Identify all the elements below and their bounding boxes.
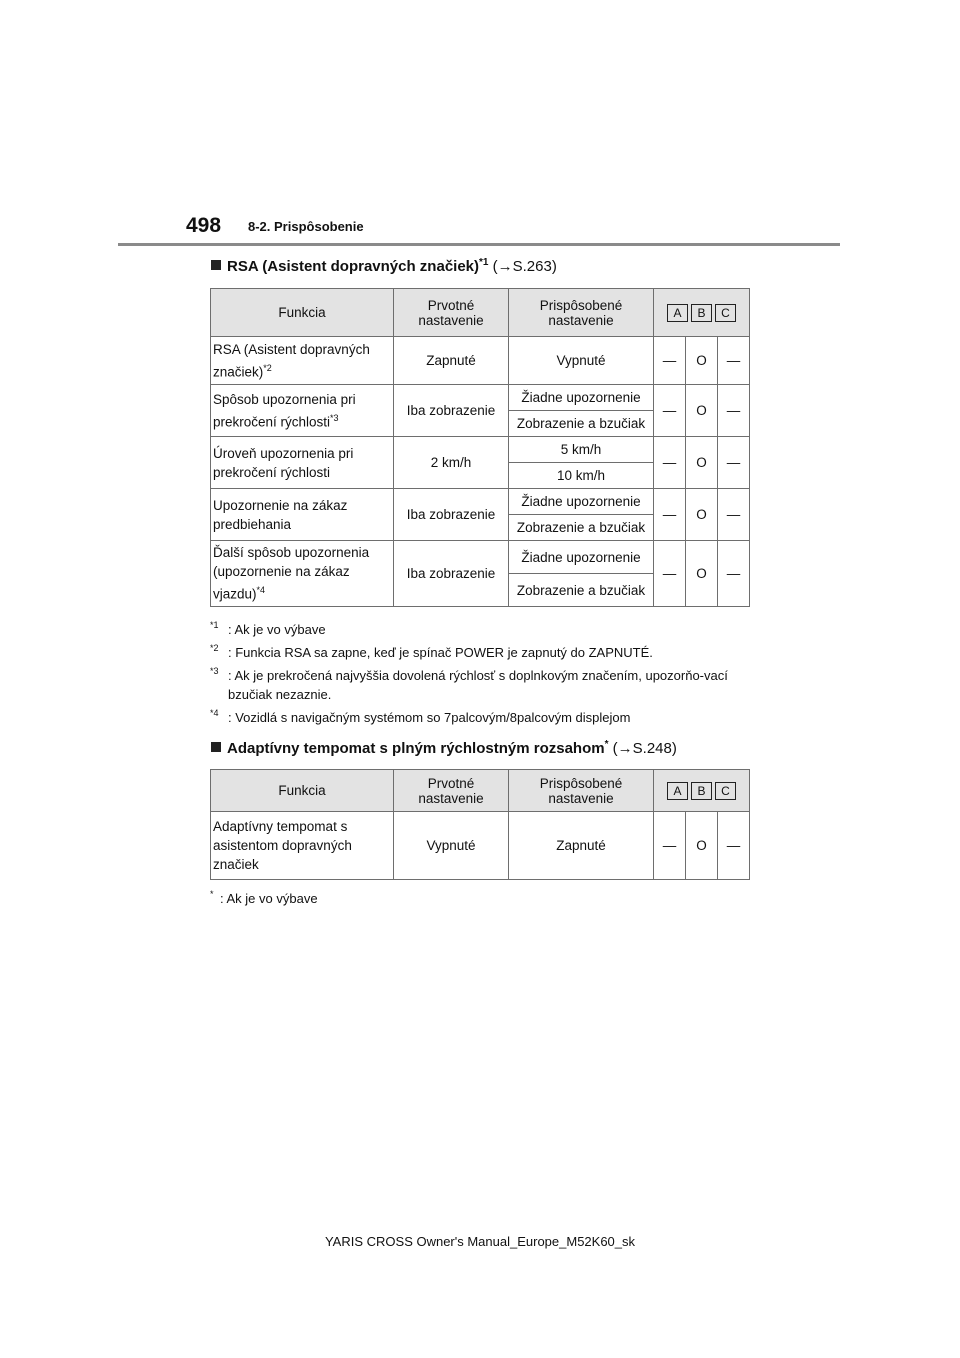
footnote: *2 : Funkcia RSA sa zapne, keď je spínač POWER je zapnutý do ZAPNUTÉ.: [210, 643, 653, 660]
header-custom: Prispôsobené nastavenie: [509, 289, 654, 337]
footnote: *1 : Ak je vo výbave: [210, 620, 326, 637]
table-header-row: [211, 289, 750, 337]
b-cell: O: [686, 385, 718, 437]
header-a: A: [667, 782, 688, 800]
default-cell: Iba zobrazenie: [394, 385, 509, 437]
header-default: Prvotné nastavenie: [394, 289, 509, 337]
custom-cell: Žiadne upozornenie: [509, 385, 654, 411]
default-cell: 2 km/h: [394, 437, 509, 489]
header-a: A: [667, 304, 688, 322]
section-title: 8-2. Prispôsobenie: [248, 219, 364, 234]
b-cell: O: [686, 337, 718, 385]
footnote: *3 : Ak je prekročená najvyššia dovolená rýchlosť s doplnkovým značením, upozorňo-vací bzučiak nezaznie.: [210, 666, 728, 702]
a-cell: —: [654, 541, 686, 607]
acc-heading: [211, 739, 677, 757]
c-cell: —: [718, 541, 750, 607]
header-function: Funkcia: [211, 770, 394, 812]
custom-cell: 10 km/h: [509, 463, 654, 489]
bullet-square-icon: [211, 260, 221, 270]
rsa-heading-note: *1: [479, 257, 489, 268]
table-header-row: [211, 770, 750, 812]
c-cell: —: [718, 489, 750, 541]
header-b: B: [691, 782, 712, 800]
header-default: Prvotné nastavenie: [394, 770, 509, 812]
b-cell: O: [686, 812, 718, 880]
custom-cell: Vypnuté: [509, 337, 654, 385]
c-cell: —: [718, 385, 750, 437]
default-cell: Zapnuté: [394, 337, 509, 385]
rsa-heading-ref: (→S.263): [488, 258, 557, 275]
table-row: [211, 437, 750, 463]
bullet-square-icon: [211, 742, 221, 752]
acc-heading-ref: (→S.248): [608, 740, 677, 757]
b-cell: O: [686, 541, 718, 607]
footnote: *4 : Vozidlá s navigačným systémom so 7palcovým/8palcovým displejom: [210, 708, 631, 725]
a-cell: —: [654, 337, 686, 385]
default-cell: Vypnuté: [394, 812, 509, 880]
footnotes-rsa: [210, 620, 750, 731]
header-b: B: [691, 304, 712, 322]
header-abc: [654, 770, 750, 812]
custom-cell: Žiadne upozornenie: [509, 541, 654, 574]
b-cell: O: [686, 489, 718, 541]
function-cell: Adaptívny tempomat s asistentom dopravných značiek: [211, 812, 394, 880]
function-cell: Ďalší spôsob upozornenia (upozornenie na zákaz vjazdu)$^{*4}$: [211, 541, 394, 607]
page-footer: YARIS CROSS Owner's Manual_Europe_M52K60_sk: [324, 1234, 636, 1249]
page-number: 498: [186, 214, 222, 237]
acc-settings-table: [210, 769, 750, 880]
header-custom: Prispôsobené nastavenie: [509, 770, 654, 812]
table-row: [211, 489, 750, 515]
custom-cell: Zobrazenie a bzučiak: [509, 515, 654, 541]
c-cell: —: [718, 812, 750, 880]
default-cell: Iba zobrazenie: [394, 541, 509, 607]
c-cell: —: [718, 337, 750, 385]
custom-cell: Zobrazenie a bzučiak: [509, 574, 654, 607]
custom-cell: Zapnuté: [509, 812, 654, 880]
table-row: [211, 337, 750, 385]
table-row: [211, 541, 750, 574]
function-cell: Úroveň upozornenia pri prekročení rýchlosti: [211, 437, 394, 489]
a-cell: —: [654, 812, 686, 880]
header-rule: [118, 243, 840, 246]
table-row: [211, 812, 750, 880]
table-row: [211, 385, 750, 411]
default-cell: Iba zobrazenie: [394, 489, 509, 541]
header-function: Funkcia: [211, 289, 394, 337]
header-c: C: [715, 782, 736, 800]
rsa-settings-table: [210, 288, 750, 607]
footnotes-acc: [210, 889, 750, 912]
footnote: * : Ak je vo výbave: [210, 889, 318, 906]
header-abc: [654, 289, 750, 337]
function-cell: Spôsob upozornenia pri prekročení rýchlosti$^{*3}$: [211, 385, 394, 437]
rsa-heading: [211, 257, 557, 275]
c-cell: —: [718, 437, 750, 489]
a-cell: —: [654, 489, 686, 541]
a-cell: —: [654, 437, 686, 489]
header-c: C: [715, 304, 736, 322]
custom-cell: 5 km/h: [509, 437, 654, 463]
a-cell: —: [654, 385, 686, 437]
custom-cell: Zobrazenie a bzučiak: [509, 411, 654, 437]
acc-heading-note: *: [604, 739, 609, 750]
function-cell: RSA (Asistent dopravných značiek)$^{*2}$: [211, 337, 394, 385]
rsa-heading-text: RSA (Asistent dopravných značiek): [227, 258, 480, 275]
acc-heading-text: Adaptívny tempomat s plným rýchlostným rozsahom: [227, 740, 605, 757]
function-cell: Upozornenie na zákaz predbiehania: [211, 489, 394, 541]
b-cell: O: [686, 437, 718, 489]
custom-cell: Žiadne upozornenie: [509, 489, 654, 515]
